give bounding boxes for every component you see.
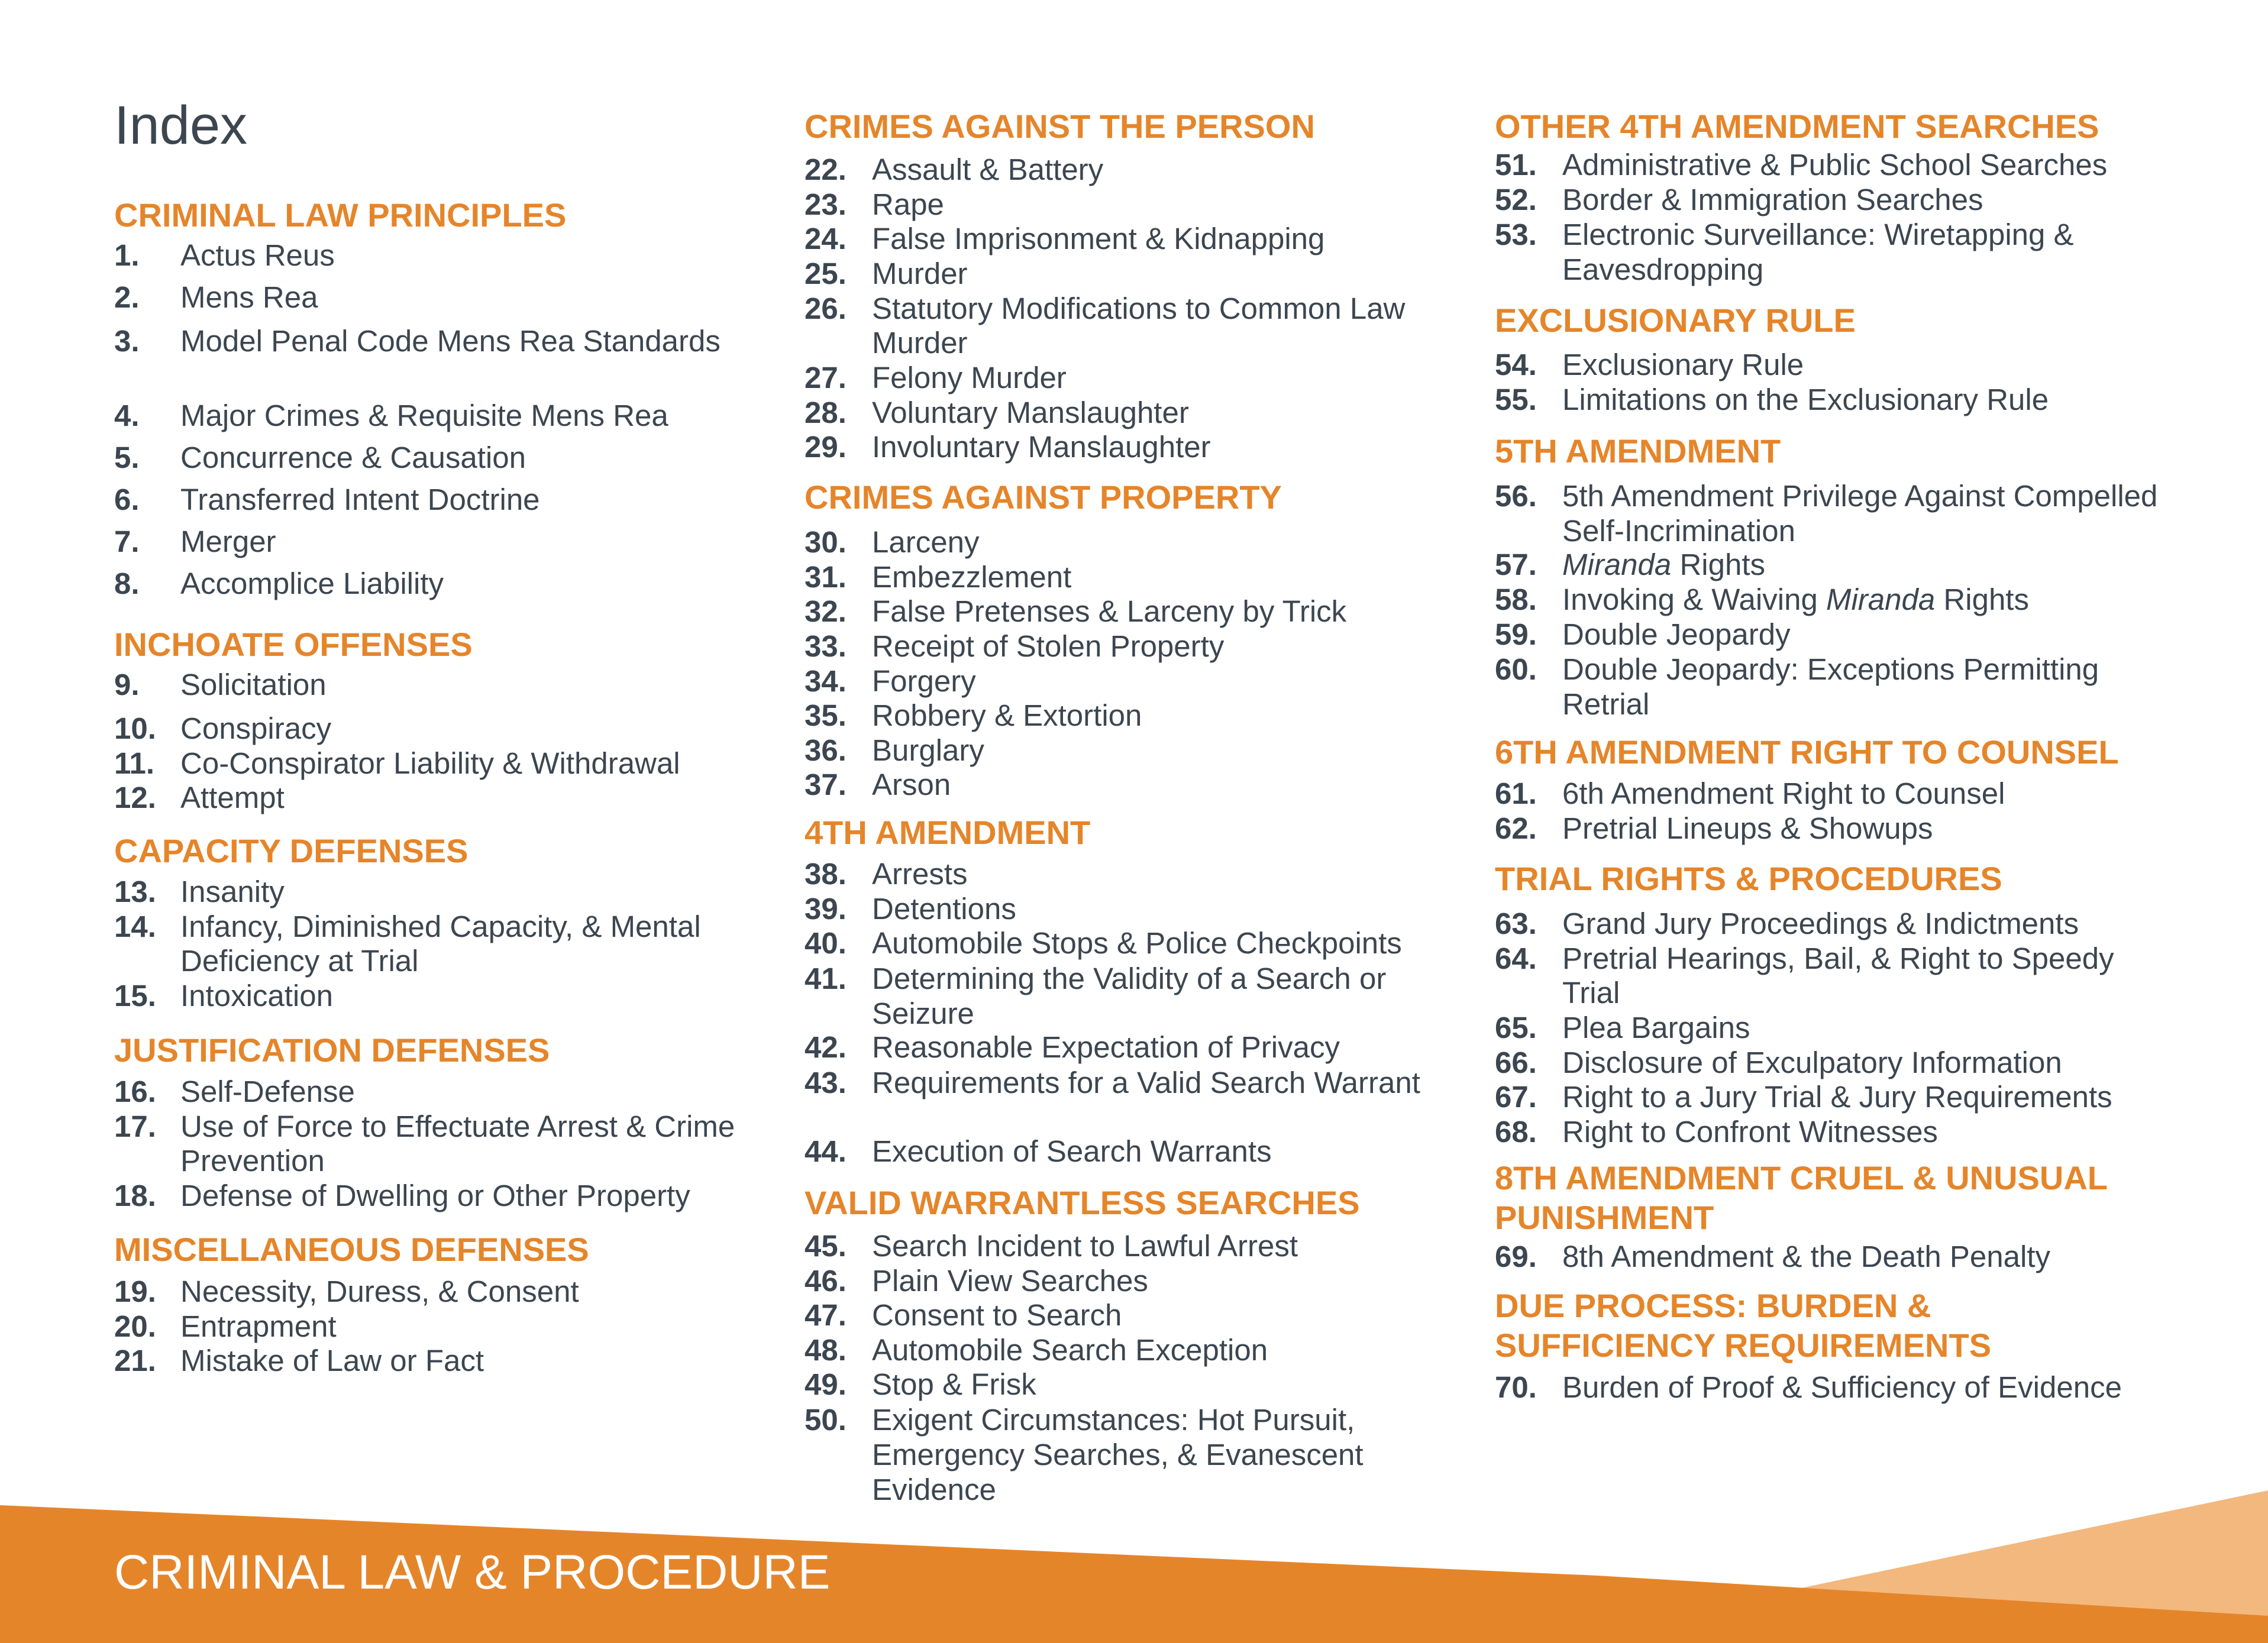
entry-title: Double Jeopardy: Exceptions Permitting Retrial [1562,652,2099,721]
index-entry [1495,478,2163,548]
entry-number: 25. [805,257,847,290]
entry-title: Self-Defense [180,1075,355,1108]
entry-title: False Pretenses & Larceny by Trick [872,594,1347,628]
entry-title: Arrests [872,857,968,891]
section-heading-crimes-against-the-person: CRIMES AGAINST THE PERSON [805,108,1315,145]
index-entry [805,1030,1467,1065]
section-heading-4th-amendment: 4TH AMENDMENT [805,814,1091,851]
index-entry [805,857,1467,891]
entry-title: Involuntary Manslaughter [872,430,1211,464]
entry-title: Plain View Searches [872,1264,1148,1298]
index-entry [114,238,753,273]
entry-title-italic: Miranda [1562,548,1672,581]
entry-title: Intoxication [180,979,333,1013]
entry-number: 59. [1495,617,1537,651]
entry-title: Model Penal Code Mens Rea Standards [180,324,721,358]
entry-title: Infancy, Diminished Capacity, & Mental Deficiency at Trial [180,910,701,978]
entry-title: Robbery & Extortion [872,698,1142,732]
entry-number: 7. [114,525,140,558]
section-heading-other-4th-amendment-searches: OTHER 4TH AMENDMENT SEARCHES [1495,108,2099,145]
entry-number: 62. [1495,811,1537,845]
index-entry [805,222,1467,256]
section-heading-exclusionary-rule: EXCLUSIONARY RULE [1495,302,1856,339]
entry-title: Co-Conspirator Liability & Withdrawal [180,746,680,780]
index-entry [805,361,1467,395]
entry-number: 57. [1495,548,1537,581]
entry-number: 67. [1495,1080,1537,1114]
entry-number: 27. [805,361,847,394]
entry-number: 4. [114,399,140,432]
entry-number: 23. [805,187,847,221]
entry-number: 22. [805,153,847,186]
entry-title: Exigent Circumstances: Hot Pursuit, Emergency Searches, & Evanescent Evidence [872,1403,1364,1506]
entry-title: Administrative & Public School Searches [1562,148,2108,182]
index-entry [114,1110,753,1178]
index-entry [114,1179,753,1213]
index-entry [114,567,753,601]
entry-title: Limitations on the Exclusionary Rule [1562,383,2049,416]
entry-number: 15. [114,979,156,1013]
entry-title: Consent to Search [872,1298,1122,1332]
section-heading-capacity-defenses: CAPACITY DEFENSES [114,832,469,869]
entry-title-italic: Miranda [1826,583,1936,616]
entry-number: 44. [805,1134,847,1168]
entry-number: 34. [805,664,847,698]
entry-title: Solicitation [180,668,327,701]
section-heading-valid-warrantless-searches: VALID WARRANTLESS SEARCHES [805,1184,1360,1221]
entry-number: 18. [114,1179,156,1212]
index-entry [114,280,753,315]
entry-number: 68. [1495,1115,1537,1149]
entry-number: 45. [805,1229,847,1263]
entry-title: Determining the Validity of a Search or Seizure [872,962,1387,1030]
entry-number: 16. [114,1075,156,1108]
entry-title-end: Rights [1943,583,2029,616]
index-entry [805,187,1467,222]
entry-title: Mens Rea [180,280,318,314]
entry-number: 36. [805,733,847,767]
index-entry [805,430,1467,464]
entry-number: 24. [805,222,847,255]
index-entry [1495,148,2163,182]
entry-number: 70. [1495,1370,1537,1404]
entry-title: Embezzlement [872,560,1072,594]
entry-title: Use of Force to Effectuate Arrest & Crime Prevention [180,1110,735,1178]
entry-number: 47. [805,1298,847,1332]
entry-title: Conspiracy [180,711,332,745]
index-entry [1495,183,2163,217]
entry-title: Burden of Proof & Sufficiency of Evidence [1562,1370,2122,1404]
entry-title: Accomplice Liability [180,567,444,600]
entry-title: Detentions [872,892,1016,926]
footer-title: CRIMINAL LAW & PROCEDURE [114,1545,831,1599]
section-heading-crimes-against-property: CRIMES AGAINST PROPERTY [805,478,1282,516]
index-entry [805,733,1467,768]
entry-number: 53. [1495,218,1537,251]
index-entry [114,781,753,815]
entry-title: 6th Amendment Right to Counsel [1562,777,2005,810]
entry-title: Burglary [872,733,984,767]
entry-title: Transferred Intent Doctrine [180,483,540,516]
entry-number: 55. [1495,383,1537,416]
index-entry [805,257,1467,291]
index-entry [805,153,1467,187]
index-entry [114,746,753,781]
entry-number: 39. [805,892,847,926]
entry-number: 12. [114,781,156,814]
entry-title: Pretrial Lineups & Showups [1562,811,1933,845]
entry-number: 19. [114,1275,156,1308]
entry-title: Assault & Battery [872,153,1104,186]
entry-number: 28. [805,396,847,429]
section-heading-6th-amendment-right-to-counsel: 6TH AMENDMENT RIGHT TO COUNSEL [1495,733,2119,771]
entry-number: 26. [805,292,847,325]
entry-title: Rape [872,187,944,221]
index-entry [805,1134,1467,1169]
entry-title: Receipt of Stolen Property [872,629,1225,663]
index-entry [1495,583,2163,617]
entry-title: Grand Jury Proceedings & Indictments [1562,907,2079,940]
entry-title: Disclosure of Exculpatory Information [1562,1046,2062,1079]
entry-title: Mistake of Law or Fact [180,1344,484,1377]
entry-number: 2. [114,280,140,314]
index-entry [805,892,1467,926]
entry-number: 58. [1495,583,1537,616]
index-entry [1495,942,2163,1010]
entry-title: Merger [180,525,276,558]
entry-title: Statutory Modifications to Common Law Murder [872,292,1406,360]
index-entry [805,1229,1467,1263]
index-entry [805,1298,1467,1332]
entry-title-start: Invoking & Waiving [1562,583,1818,616]
entry-title [1495,583,2163,617]
entry-number: 48. [805,1333,847,1367]
entry-number: 54. [1495,348,1537,381]
index-entry [805,1065,1467,1100]
index-entry [1495,907,2163,941]
entry-title: Plea Bargains [1562,1011,1750,1044]
entry-title: Voluntary Manslaughter [872,396,1189,429]
index-entry [805,396,1467,430]
entry-title: 5th Amendment Privilege Against Compelled Self-Incrimination [1562,479,2158,548]
section-heading-8th-amendment-cruel-unusual-punishment: 8TH AMENDMENT CRUEL & UNUSUAL PUNISHMENT [1495,1159,2108,1236]
entry-number: 56. [1495,479,1537,513]
entry-number: 66. [1495,1046,1537,1079]
entry-number: 63. [1495,907,1537,940]
entry-number: 14. [114,910,156,943]
entry-title: Automobile Stops & Police Checkpoints [872,926,1402,960]
section-heading-inchoate-offenses: INCHOATE OFFENSES [114,626,473,663]
entry-title: Murder [872,257,968,290]
index-entry [805,525,1467,559]
entry-number: 46. [805,1264,847,1298]
entry-number: 8. [114,567,140,600]
index-entry [1495,548,2163,582]
section-heading-justification-defenses: JUSTIFICATION DEFENSES [114,1031,550,1069]
section-heading-miscellaneous-defenses: MISCELLANEOUS DEFENSES [114,1231,589,1268]
index-entry [1495,777,2163,811]
entry-number: 13. [114,875,156,908]
entry-title: Border & Immigration Searches [1562,183,1983,216]
entry-number: 60. [1495,652,1537,686]
entry-title: Attempt [180,781,285,814]
entry-number: 38. [805,857,847,891]
index-entry [114,1075,753,1109]
entry-number: 42. [805,1030,847,1064]
index-entry [114,711,753,746]
entry-title [1495,548,2163,582]
index-entry [805,1367,1467,1402]
index-entry [1495,1240,2163,1274]
entry-number: 10. [114,711,156,745]
entry-title: 8th Amendment & the Death Penalty [1562,1240,2051,1273]
entry-title: Search Incident to Lawful Arrest [872,1229,1298,1263]
entry-title: Concurrence & Causation [180,441,526,474]
index-entry [114,910,753,978]
entry-number: 50. [805,1403,847,1437]
entry-title: Reasonable Expectation of Privacy [872,1030,1340,1064]
entry-title-rest: Rights [1679,548,1765,581]
index-entry [1495,1046,2163,1080]
entry-number: 64. [1495,942,1537,975]
page-title: Index [114,95,248,156]
entry-title: Stop & Frisk [872,1367,1036,1401]
index-entry [1495,1080,2163,1114]
index-entry [1495,811,2163,846]
entry-number: 31. [805,560,847,594]
section-heading-due-process-burden-sufficiency-requirements: DUE PROCESS: BURDEN & SUFFICIENCY REQUIREMENTS [1495,1287,1992,1364]
section-heading-criminal-law-principles: CRIMINAL LAW PRINCIPLES [114,196,567,234]
entry-number: 20. [114,1309,156,1343]
index-entry [1495,1115,2163,1149]
entry-number: 29. [805,430,847,464]
index-entry [1495,1370,2163,1405]
entry-title: Actus Reus [180,238,335,272]
entry-number: 6. [114,483,140,516]
entry-number: 52. [1495,183,1537,216]
index-entry [114,1309,753,1344]
index-entry [1495,348,2163,382]
entry-number: 3. [114,324,140,358]
entry-title: Electronic Surveillance: Wiretapping & Eavesdropping [1562,218,2074,286]
entry-title: Major Crimes & Requisite Mens Rea [180,399,668,432]
index-entry [114,979,753,1013]
entry-number: 35. [805,698,847,732]
index-entry [1495,383,2163,417]
index-entry [805,560,1467,594]
index-entry [805,1264,1467,1298]
index-entry [805,664,1467,698]
entry-title: Larceny [872,525,980,559]
entry-title: Defense of Dwelling or Other Property [180,1179,690,1212]
entry-title: Requirements for a Valid Search Warrant [872,1066,1420,1099]
entry-title: Right to a Jury Trial & Jury Requirements [1562,1080,2112,1114]
index-entry [114,525,753,559]
index-entry [114,399,753,433]
entry-title: Execution of Search Warrants [872,1134,1272,1168]
entry-number: 43. [805,1066,847,1099]
section-heading-5th-amendment: 5TH AMENDMENT [1495,432,1781,470]
entry-title: Double Jeopardy [1562,617,1791,651]
entry-title: Arson [872,768,951,801]
index-entry [114,441,753,475]
index-entry [805,698,1467,733]
index-entry [114,483,753,517]
index-entry [805,926,1467,960]
entry-title: Exclusionary Rule [1562,348,1804,381]
index-entry [114,322,753,360]
entry-number: 37. [805,768,847,801]
entry-number: 32. [805,594,847,628]
entry-title: Necessity, Duress, & Consent [180,1275,579,1308]
index-entry [805,629,1467,664]
entry-number: 69. [1495,1240,1537,1273]
entry-title: Insanity [180,875,285,908]
entry-number: 41. [805,962,847,995]
entry-number: 9. [114,668,140,701]
entry-title: Felony Murder [872,361,1067,394]
entry-title: Right to Confront Witnesses [1562,1115,1938,1149]
index-entry [805,961,1467,1031]
entry-number: 5. [114,441,140,474]
entry-number: 33. [805,629,847,663]
entry-number: 11. [114,746,155,780]
index-entry [114,1344,753,1378]
entry-number: 1. [114,238,140,272]
entry-number: 30. [805,525,847,559]
entry-number: 49. [805,1367,847,1401]
index-entry [114,668,753,702]
entry-number: 65. [1495,1011,1537,1044]
index-entry [1495,217,2163,287]
index-entry [114,1275,753,1309]
index-entry [114,875,753,909]
index-entry [805,292,1467,360]
index-entry [805,1333,1467,1367]
index-entry [1495,652,2163,722]
entry-title: Forgery [872,664,976,698]
entry-title: Entrapment [180,1309,337,1343]
index-entry [805,594,1467,629]
index-entry [1495,1011,2163,1045]
section-heading-trial-rights-procedures: TRIAL RIGHTS & PROCEDURES [1495,860,2002,897]
entry-title: Pretrial Hearings, Bail, & Right to Speedy Trial [1562,942,2114,1010]
entry-number: 51. [1495,148,1537,182]
entry-title: Automobile Search Exception [872,1333,1268,1367]
entry-number: 61. [1495,777,1537,810]
index-entry [1495,617,2163,652]
entry-number: 21. [114,1344,156,1377]
index-entry [805,768,1467,802]
entry-number: 40. [805,926,847,960]
entry-title: False Imprisonment & Kidnapping [872,222,1325,255]
entry-number: 17. [114,1110,156,1143]
